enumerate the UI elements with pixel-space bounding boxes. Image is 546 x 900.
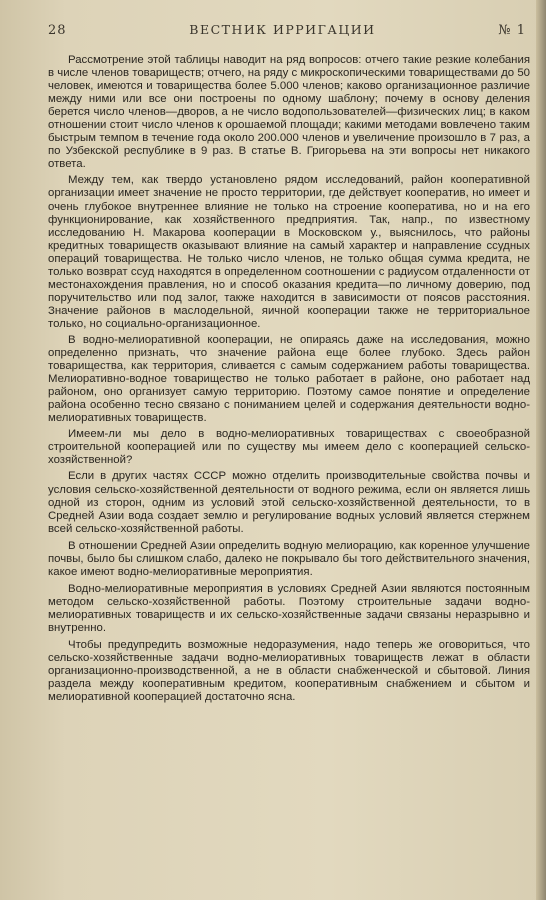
paragraph: Между тем, как твердо установлено рядом исследований, район кооперативной организации имеет значение не просто территории, где действует кооператив, но имеет и очень глубокое внутреннее влияние не только на строение кооператива, но и на его функционирование, как хозяйственного предприятия. Так, напр., по известному исследованию Н. Макарова кооперации в Московском у., выяснилось, что районы кредитных товариществ оказывают влияние на самый характер и направление ссудных операций товарищества. Не только число членов, не только общая сумма кредита, не только возврат ссуд находятся в определенном соотношении с радиусом отдаленности от местонахождения правления, но и способ оказания кредита—по личному доверию, под поручительство или под залог, также находится в зависимости от поясов расстояния. Значение районов в маслодельной, яичной кооперации также не территориальное только, но социально-организационное. xyxy=(48,174,530,330)
journal-title: ВЕСТНИК ИРРИГАЦИИ xyxy=(189,22,376,37)
paragraph: Рассмотрение этой таблицы наводит на ряд вопросов: отчего такие резкие колебания в числе членов товариществ; отчего, на ряду с микроскопическими товариществами до 50 человек, имеются и товарищества более 5.000 членов; каково организационное различие между ними или все они построены по одному шаблону; почему в основу деления берется число членов—дворов, а не число водопользователей—физических лиц; в каком отношении стоит число членов к орошаемой площади; какими методами вовлечено таким быстрым темпом в течение года около 200.000 членов и увеличение произошло в 7 раз, а по Узбекской республике в 9 раз. В статье В. Григорьева на эти вопросы нет никакого ответа. xyxy=(48,54,530,171)
paragraph: Чтобы предупредить возможные недоразумения, надо теперь же оговориться, что сельско-хозяйственные задачи водно-мелиоративных товариществ лежат в области организационно-производственной, а не в области снабженческой и сбытовой. Линия раздела между кооперативным кредитом, кооперативным снабжением и сбытом и мелиоративной кооперацией достаточно ясна. xyxy=(48,639,530,704)
article-body xyxy=(48,54,532,704)
paragraph: В водно-мелиоративной кооперации, не опираясь даже на исследования, можно определенно признать, что значение района еще более глубоко. Здесь район товарищества, как территория, сливается с самым содержанием работы товарищества. Мелиоративно-водное товарищество не только работает в районе, оно работает над районом, оно организует самую территорию. Поэтому самое понятие и определение района особенно тесно связано с пониманием целей и содержания деятельности водно-мелиоративных товариществ. xyxy=(48,333,530,425)
page-header xyxy=(48,22,532,38)
paragraph: Имеем-ли мы дело в водно-мелиоративных товариществах с своеобразной строительной кооперацией или по существу мы имеем дело с кооперацией сельско-хозяйственной? xyxy=(48,428,530,467)
page-number: 28 xyxy=(48,23,67,38)
issue-number: № 1 xyxy=(498,23,526,38)
book-spine-shadow xyxy=(536,0,546,900)
paragraph: Если в других частях СССР можно отделить производительные свойства почвы и условия сельско-хозяйственной деятельности от водного режима, если он является лишь одной из сторон, одним из условий этой сельско-хозяйственной деятельности, то в Средней Азии вода создает землю и регулирование водных условий является стержнем всей сельско-хозяйственной работы. xyxy=(48,470,530,535)
paragraph: Водно-мелиоративные мероприятия в условиях Средней Азии являются постоянным методом сельско-хозяйственной работы. Поэтому строительные задачи водно-мелиоративных товариществ и их сельско-хозяйственные задачи связаны неразрывно и внутренно. xyxy=(48,582,530,634)
paragraph: В отношении Средней Азии определить водную мелиорацию, как коренное улучшение почвы, было бы слишком слабо, далеко не покрывало бы того действительного значения, какое имеют водно-мелиоративные мероприятия. xyxy=(48,539,530,578)
